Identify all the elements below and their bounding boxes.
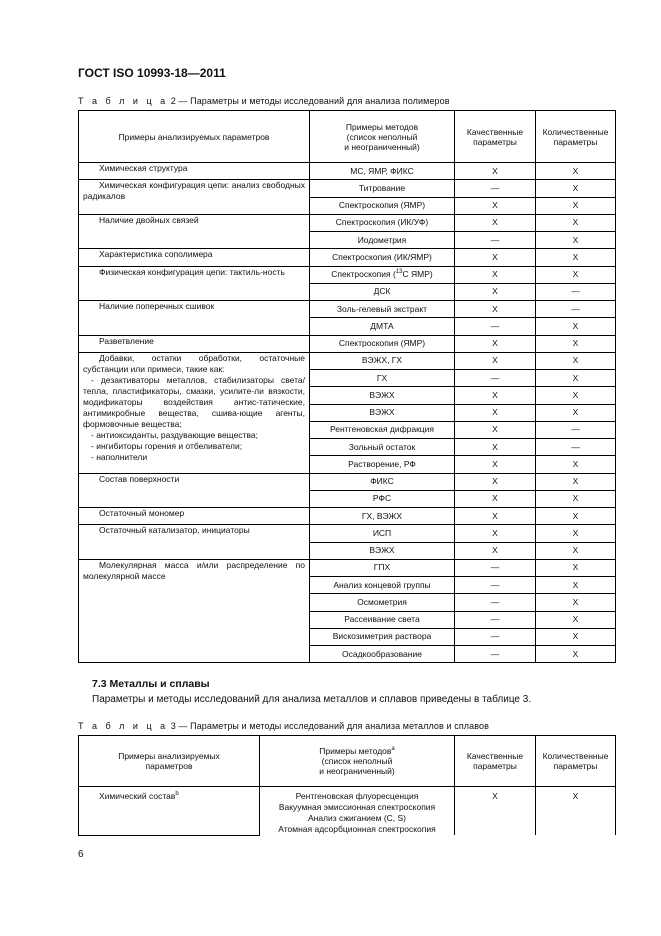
method-cell: Спектроскопия (ЯМР): [310, 335, 455, 352]
header-qual-line1: Качественные: [466, 126, 524, 137]
method-line: Рентгеновская флуоресценция: [295, 791, 419, 801]
header-qual-line2: параметры: [473, 761, 517, 771]
method-line: Вакуумная эмиссионная спектроскопия: [278, 802, 436, 812]
footnote-b-marker: b: [175, 791, 179, 798]
method-cell: Спектроскопия (ИК/УФ): [310, 214, 455, 231]
caption-text: 3 — Параметры и методы исследований для анализа металлов и сплавов: [170, 721, 490, 731]
param-text: Молекулярная масса и/или распределение по молекулярной массе: [83, 559, 305, 581]
param-cell: [79, 180, 310, 215]
method-cell: Осмометрия: [310, 594, 455, 611]
param-cell: [79, 266, 310, 301]
table-row: [79, 508, 616, 525]
method-cell: Вискозиметрия раствора: [310, 628, 455, 645]
header-methods-line1: Примеры методов: [345, 121, 419, 132]
header-qual-line1: Качественные: [466, 751, 524, 761]
qual-cell: X: [455, 387, 536, 404]
footnote-a-marker: a: [391, 746, 395, 753]
header-methods-line3: и неограниченный): [319, 766, 395, 776]
quant-cell: X: [536, 542, 616, 559]
header-quant-line2: параметры: [553, 761, 598, 771]
qual-cell: X: [455, 439, 536, 456]
header-methods-line2: (список неполный: [321, 756, 393, 766]
table-2: [78, 110, 616, 663]
qual-cell: —: [455, 577, 536, 594]
header-quant-line1: Количественные: [542, 126, 609, 137]
param-cell: [79, 301, 310, 336]
quant-cell: X: [536, 559, 616, 576]
method-cell: РФС: [310, 490, 455, 507]
table-2-body: [79, 163, 616, 663]
caption-label: Т а б л и ц а: [78, 721, 169, 731]
header-methods-line1: Примеры методов: [319, 746, 392, 756]
quant-cell: X: [536, 611, 616, 628]
qual-cell: X: [455, 473, 536, 490]
table-row: [79, 214, 616, 231]
param-text: Химическая структура: [99, 163, 188, 173]
param-line: Добавки, остатки обработки, остаточные субстанции или примеси, такие как:: [83, 352, 305, 374]
param-cell: [79, 335, 310, 352]
param-text: Наличие двойных связей: [99, 214, 199, 225]
qual-cell: —: [455, 180, 536, 197]
header-methods-line2: (список неполный: [346, 131, 418, 142]
header-params-line2: параметров: [145, 761, 193, 771]
quant-cell: X: [536, 232, 616, 249]
isotope-superscript: 13: [395, 269, 403, 276]
quant-cell: X: [536, 352, 616, 369]
param-cell: [79, 787, 260, 836]
table-3-caption: [78, 721, 489, 731]
method-cell: Растворение, РФ: [310, 456, 455, 473]
header-quantitative: [536, 111, 616, 163]
header-params-line1: Примеры анализируемых: [118, 751, 220, 761]
quant-cell: X: [536, 318, 616, 335]
quant-cell: X: [536, 370, 616, 387]
method-cell: Спектроскопия (ИК/ЯМР): [310, 249, 455, 266]
param-line: - антиоксиданты, раздувающие вещества;: [91, 429, 258, 440]
quant-cell: X: [536, 180, 616, 197]
param-text: Характеристика сополимера: [99, 249, 213, 260]
quant-cell: X: [536, 214, 616, 231]
param-text: Наличие поперечных сшивок: [99, 301, 215, 311]
quant-cell: X: [536, 266, 616, 283]
table-row: [79, 180, 616, 197]
method-cell: ДМТА: [310, 318, 455, 335]
param-cell: [79, 249, 310, 266]
caption-label: Т а б л и ц а: [78, 96, 169, 106]
qual-cell: —: [455, 232, 536, 249]
header-quant-line1: Количественные: [542, 751, 609, 761]
param-text: Физическая конфигурация цепи: тактиль-ность: [99, 266, 285, 277]
quant-cell: X: [536, 387, 616, 404]
param-cell: [79, 214, 310, 249]
quant-cell: —: [536, 439, 616, 456]
qual-cell: X: [455, 787, 536, 836]
method-cell: ФИКС: [310, 473, 455, 490]
header-methods: [310, 111, 455, 163]
quant-cell: X: [536, 456, 616, 473]
table-row: [79, 473, 616, 490]
method-cell: ИСП: [310, 525, 455, 542]
qual-cell: —: [455, 594, 536, 611]
method-cell: Анализ концевой группы: [310, 577, 455, 594]
method-cell: ВЭЖХ, ГХ: [310, 352, 455, 369]
param-line: - ингибиторы горения и отбеливатели;: [91, 440, 243, 451]
method-cell: Рентгеновская дифракция: [310, 421, 455, 438]
quant-cell: X: [536, 787, 616, 836]
qual-cell: X: [455, 508, 536, 525]
param-line: - дезактиваторы металлов, стабилизаторы света/тепла, пластификаторы, смазки, усилите-ли вязкости, модификаторы воздействия антис-татические, антимикробные вещества, сшива-ющие агенты, формовочные вещества;: [83, 374, 305, 429]
quant-cell: X: [536, 473, 616, 490]
table-row: [79, 352, 616, 369]
quant-cell: X: [536, 525, 616, 542]
param-cell: [79, 352, 310, 473]
method-cell: ВЭЖХ: [310, 404, 455, 421]
section-text: Параметры и методы исследований для анализа металлов и сплавов приведены в таблице 3.: [92, 694, 532, 705]
quant-cell: X: [536, 628, 616, 645]
header-methods: [260, 736, 455, 787]
qual-cell: X: [455, 490, 536, 507]
quant-cell: X: [536, 404, 616, 421]
param-text: Состав поверхности: [99, 473, 180, 484]
param-text: Остаточный катализатор, инициаторы: [99, 525, 250, 536]
param-cell: [79, 508, 310, 525]
param-cell: [79, 473, 310, 508]
qual-cell: X: [455, 456, 536, 473]
header-methods-line3: и неограниченный): [344, 141, 420, 152]
method-cell: Зольный остаток: [310, 439, 455, 456]
method-cell: Осадкообразование: [310, 646, 455, 663]
param-cell: [79, 163, 310, 180]
section-title: 7.3 Металлы и сплавы: [92, 678, 210, 690]
param-text: Разветвление: [99, 335, 154, 346]
method-cell: Рассеивание света: [310, 611, 455, 628]
param-text: Остаточный мономер: [99, 508, 185, 518]
qual-cell: —: [455, 559, 536, 576]
table-row: [79, 787, 616, 836]
header-quant-line2: параметры: [553, 136, 598, 147]
qual-cell: X: [455, 542, 536, 559]
qual-cell: X: [455, 301, 536, 318]
param-line: - наполнители: [91, 451, 148, 462]
method-cell: МС, ЯМР, ФИКС: [310, 163, 455, 180]
param-cell: [79, 559, 310, 663]
header-params: [79, 736, 260, 787]
table-row: [79, 266, 616, 283]
qual-cell: X: [455, 163, 536, 180]
header-quantitative: [536, 736, 616, 787]
quant-cell: —: [536, 301, 616, 318]
caption-text: 2 — Параметры и методы исследований для анализа полимеров: [170, 96, 450, 106]
quant-cell: X: [536, 577, 616, 594]
table-2-caption: [78, 96, 450, 106]
qual-cell: —: [455, 370, 536, 387]
quant-cell: X: [536, 249, 616, 266]
table-row: [79, 525, 616, 542]
method-cell: ВЭЖХ: [310, 542, 455, 559]
param-text: Химический состав: [99, 791, 176, 801]
method-cell: Золь-гелевый экстракт: [310, 301, 455, 318]
qual-cell: X: [455, 197, 536, 214]
method-cell: ГХ: [310, 370, 455, 387]
qual-cell: —: [455, 646, 536, 663]
table-row: [79, 249, 616, 266]
quant-cell: X: [536, 646, 616, 663]
table-row: [79, 301, 616, 318]
method-cell: ГХ, ВЭЖХ: [310, 508, 455, 525]
qual-cell: X: [455, 525, 536, 542]
method-text: С ЯМР): [402, 269, 433, 280]
method-cell: Спектроскопия (ЯМР): [310, 197, 455, 214]
table-3: [78, 735, 616, 836]
method-cell: Титрование: [310, 180, 455, 197]
qual-cell: —: [455, 318, 536, 335]
quant-cell: X: [536, 163, 616, 180]
method-text: Спектроскопия (: [331, 269, 396, 280]
method-cell: ВЭЖХ: [310, 387, 455, 404]
param-cell: [79, 525, 310, 560]
header-qual-line2: параметры: [473, 136, 517, 147]
method-cell: [310, 266, 455, 283]
page-number: 6: [78, 849, 84, 860]
qual-cell: —: [455, 611, 536, 628]
qual-cell: X: [455, 404, 536, 421]
quant-cell: —: [536, 421, 616, 438]
qual-cell: X: [455, 335, 536, 352]
quant-cell: X: [536, 197, 616, 214]
qual-cell: X: [455, 249, 536, 266]
qual-cell: X: [455, 421, 536, 438]
header-qualitative: [455, 111, 536, 163]
method-cell: ДСК: [310, 283, 455, 300]
method-cell: Иодометрия: [310, 232, 455, 249]
method-cell: ГПХ: [310, 559, 455, 576]
header-params: Примеры анализируемых параметров: [79, 111, 310, 163]
qual-cell: X: [455, 214, 536, 231]
quant-cell: X: [536, 594, 616, 611]
quant-cell: —: [536, 283, 616, 300]
qual-cell: X: [455, 352, 536, 369]
qual-cell: X: [455, 266, 536, 283]
quant-cell: X: [536, 335, 616, 352]
header-qualitative: [455, 736, 536, 787]
table-row: [79, 163, 616, 180]
qual-cell: X: [455, 283, 536, 300]
method-line: Анализ сжиганием (С, S): [307, 813, 407, 823]
qual-cell: —: [455, 628, 536, 645]
method-line: Атомная адсорбционная спектроскопия: [278, 824, 436, 834]
document-title: ГОСТ ISO 10993-18—2011: [78, 66, 226, 80]
quant-cell: X: [536, 508, 616, 525]
table-row: [79, 335, 616, 352]
param-text: Химическая конфигурация цепи: анализ свободных радикалов: [83, 180, 305, 202]
table-row: [79, 559, 616, 576]
quant-cell: X: [536, 490, 616, 507]
methods-cell: [260, 787, 455, 836]
